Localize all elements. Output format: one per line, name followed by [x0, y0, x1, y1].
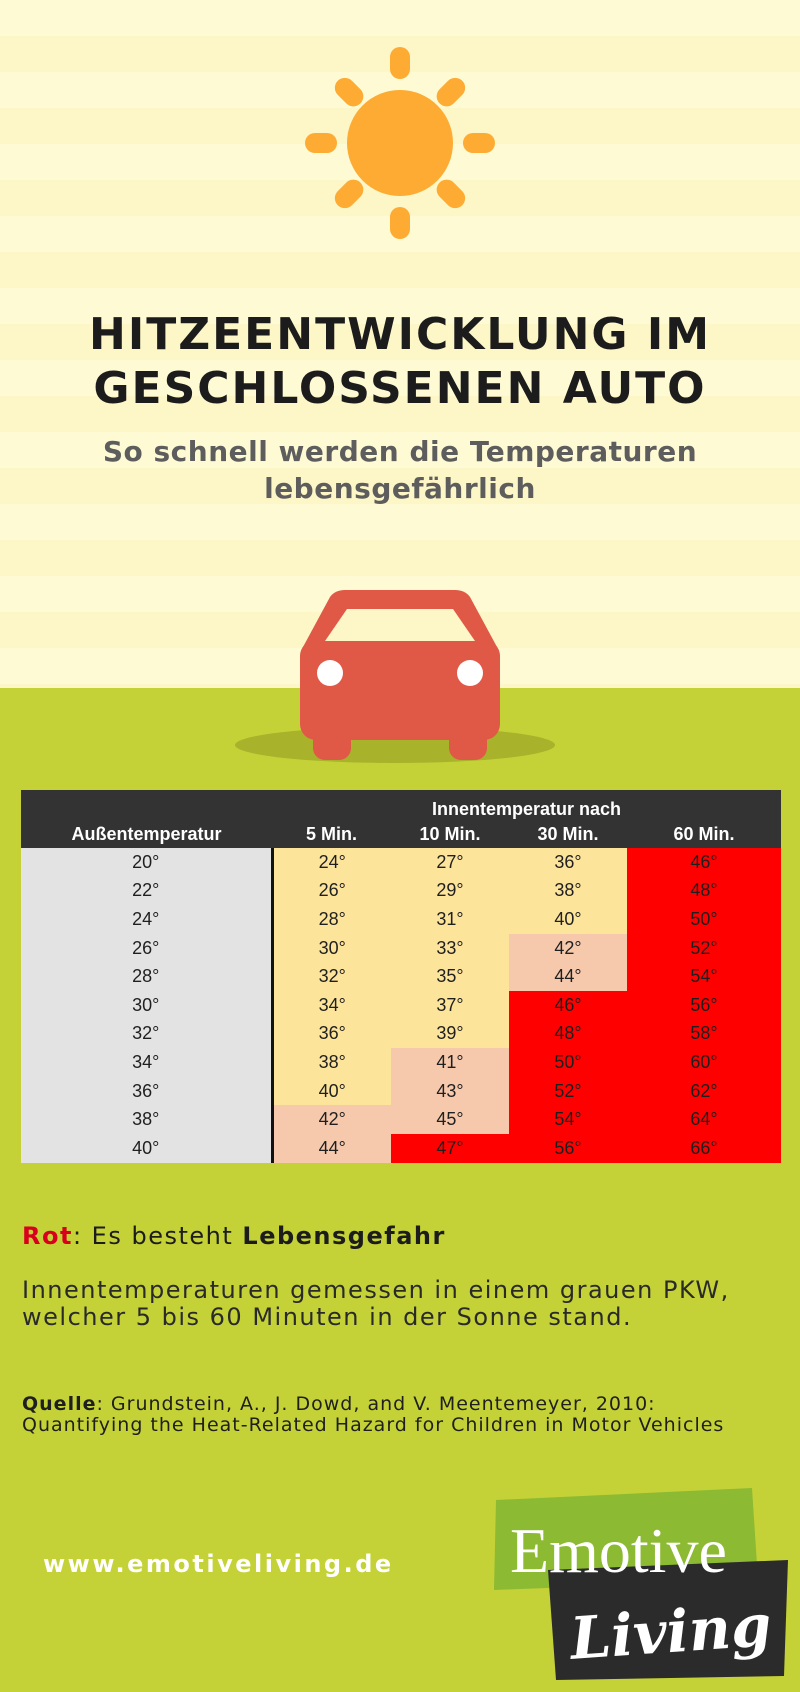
inner-temperature-cell: 62° — [627, 1077, 781, 1106]
outer-temperature-cell: 26° — [21, 934, 272, 963]
inner-temperature-cell: 36° — [509, 848, 627, 877]
inner-temperature-cell: 42° — [509, 934, 627, 963]
inner-temperature-cell: 40° — [509, 905, 627, 934]
inner-temperature-cell: 64° — [627, 1105, 781, 1134]
temperature-table — [21, 790, 781, 1163]
inner-temperature-cell: 40° — [272, 1077, 391, 1106]
legend-rot-label: Rot — [22, 1222, 73, 1250]
sun-icon — [300, 45, 500, 245]
source-citation — [22, 1394, 782, 1436]
table-row — [21, 848, 781, 877]
inner-temperature-cell: 44° — [272, 1134, 391, 1163]
col-header-10min: 10 Min. — [391, 820, 509, 848]
outer-temperature-cell: 22° — [21, 877, 272, 906]
table-corner — [21, 790, 272, 820]
table-row — [21, 1020, 781, 1049]
inner-temperature-cell: 38° — [509, 877, 627, 906]
inner-temperature-cell: 30° — [272, 934, 391, 963]
outer-temperature-cell: 38° — [21, 1105, 272, 1134]
inner-temperature-cell: 52° — [627, 934, 781, 963]
col-header-5min: 5 Min. — [272, 820, 391, 848]
inner-temperature-cell: 48° — [509, 1020, 627, 1049]
source-text: : Grundstein, A., J. Dowd, and V. Meentemeyer, 2010: Quantifying the Heat-Related Hazard for Children in Motor Vehicles — [22, 1393, 725, 1436]
inner-temperature-cell: 39° — [391, 1020, 509, 1049]
outer-temperature-cell: 40° — [21, 1134, 272, 1163]
outer-temperature-cell: 34° — [21, 1048, 272, 1077]
emotive-living-logo — [490, 1480, 790, 1680]
inner-temperature-cell: 31° — [391, 905, 509, 934]
inner-temperature-cell: 54° — [509, 1105, 627, 1134]
inner-temperature-cell: 52° — [509, 1077, 627, 1106]
inner-temperature-cell: 35° — [391, 962, 509, 991]
inner-temperature-cell: 46° — [509, 991, 627, 1020]
car-icon — [235, 585, 565, 765]
inner-temperature-cell: 54° — [627, 962, 781, 991]
subtitle-line-1: So schnell werden die Temperaturen — [102, 435, 698, 468]
inner-temperature-cell: 47° — [391, 1134, 509, 1163]
logo-word-living: Living — [568, 1591, 774, 1673]
inner-temperature-cell: 45° — [391, 1105, 509, 1134]
inner-temperature-cell: 24° — [272, 848, 391, 877]
inner-temperature-cell: 36° — [272, 1020, 391, 1049]
legend-strong: Lebensgefahr — [242, 1222, 446, 1250]
inner-temperature-cell: 58° — [627, 1020, 781, 1049]
inner-temperature-cell: 66° — [627, 1134, 781, 1163]
inner-temperature-cell: 56° — [509, 1134, 627, 1163]
inner-temperature-cell: 29° — [391, 877, 509, 906]
measurement-note: Innentemperaturen gemessen in einem grauen PKW, welcher 5 bis 60 Minuten in der Sonne stand. — [22, 1276, 730, 1331]
table-row — [21, 1077, 781, 1106]
inner-temperature-cell: 46° — [627, 848, 781, 877]
source-label: Quelle — [22, 1393, 97, 1415]
table-row — [21, 877, 781, 906]
table-row — [21, 1105, 781, 1134]
col-header-60min: 60 Min. — [627, 820, 781, 848]
inner-temperature-cell: 32° — [272, 962, 391, 991]
table-group-header: Innentemperatur nach — [272, 790, 781, 820]
outer-temperature-cell: 36° — [21, 1077, 272, 1106]
website-url[interactable]: www.emotiveliving.de — [43, 1550, 394, 1578]
page-subtitle — [0, 433, 800, 507]
outer-temperature-cell: 32° — [21, 1020, 272, 1049]
inner-temperature-cell: 33° — [391, 934, 509, 963]
outer-temperature-cell: 30° — [21, 991, 272, 1020]
outer-temperature-cell: 20° — [21, 848, 272, 877]
page-title — [0, 308, 800, 416]
inner-temperature-cell: 38° — [272, 1048, 391, 1077]
outer-temperature-cell: 28° — [21, 962, 272, 991]
inner-temperature-cell: 41° — [391, 1048, 509, 1077]
table-header-row — [21, 820, 781, 848]
table-row — [21, 1048, 781, 1077]
inner-temperature-cell: 50° — [627, 905, 781, 934]
inner-temperature-cell: 37° — [391, 991, 509, 1020]
inner-temperature-cell: 42° — [272, 1105, 391, 1134]
outer-temperature-cell: 24° — [21, 905, 272, 934]
logo-word-emotive: Emotive — [510, 1515, 727, 1586]
title-line-1: HITZEENTWICKLUNG IM — [89, 309, 711, 360]
inner-temperature-cell: 56° — [627, 991, 781, 1020]
inner-temperature-cell: 26° — [272, 877, 391, 906]
inner-temperature-cell: 44° — [509, 962, 627, 991]
col-header-outer: Außentemperatur — [21, 820, 272, 848]
subtitle-line-2: lebensgefährlich — [264, 472, 536, 505]
table-row — [21, 962, 781, 991]
inner-temperature-cell: 50° — [509, 1048, 627, 1077]
inner-temperature-cell: 27° — [391, 848, 509, 877]
title-line-2: GESCHLOSSENEN AUTO — [93, 363, 707, 414]
inner-temperature-cell: 60° — [627, 1048, 781, 1077]
table-row — [21, 934, 781, 963]
inner-temperature-cell: 48° — [627, 877, 781, 906]
inner-temperature-cell: 34° — [272, 991, 391, 1020]
legend-text — [22, 1222, 446, 1250]
inner-temperature-cell: 28° — [272, 905, 391, 934]
table-row — [21, 905, 781, 934]
table-body — [21, 848, 781, 1163]
inner-temperature-cell: 43° — [391, 1077, 509, 1106]
table-row — [21, 1134, 781, 1163]
table-row — [21, 991, 781, 1020]
col-header-30min: 30 Min. — [509, 820, 627, 848]
legend-separator: : Es besteht — [72, 1222, 243, 1250]
